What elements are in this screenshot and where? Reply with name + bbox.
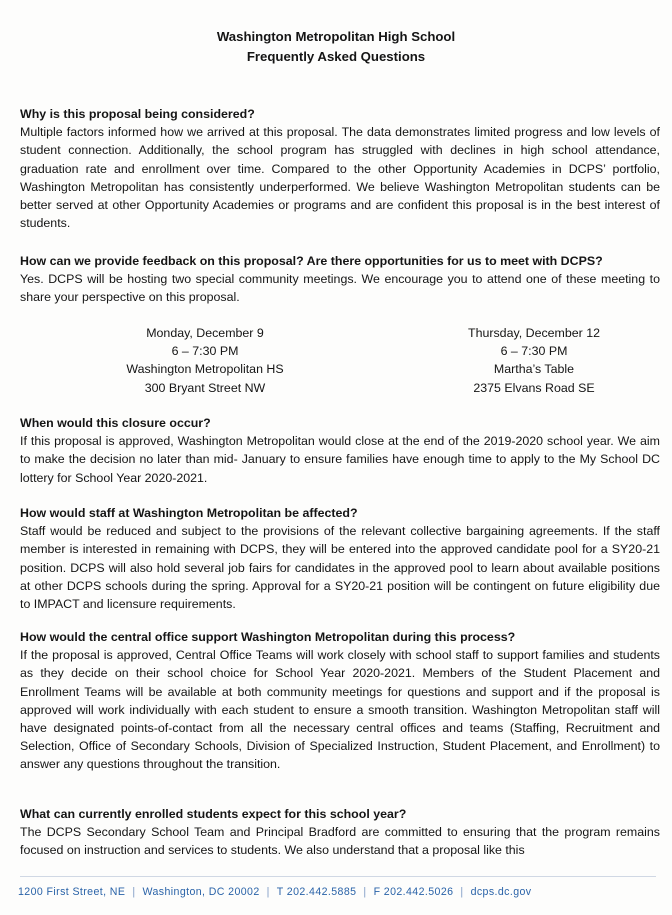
meeting-venue: Martha’s Table: [493, 362, 575, 377]
document-subtitle: Frequently Asked Questions: [246, 49, 426, 64]
meeting-date: Thursday, December 12: [468, 326, 600, 340]
meeting-details: [414, 324, 654, 397]
faq-answer: Multiple factors informed how we arrived at this proposal. The data demonstrates limited progress and low levels of student connection. Additionally, the school program has struggled with declines in high school attendance, graduation rate and enrollment over time. Compared to the other Opportunity Academies in DCPS’ portfolio, Washington Metropolitan has consistently underperformed. We believe Washington Metropolitan students can be better served at other Opportunity Academies or programs and are confident this proposal is in the best interest of students.: [20, 125, 660, 231]
faq-answer: If the proposal is approved, Central Office Teams will work closely with school staff to support families and students as they decide on their school choice for School Year 2020-2021. Members of the Student Placement and Enrollment Teams will be available at both community meetings for questions and support and if the proposal is approved will work individually with each student to ensure a smooth transition. Washington Metropolitan staff will have designated points-of-contact from all the necessary central offices and teams (Staffing, Recruitment and Selection, Office of Secondary Schools, Division of Specialized Instruction, Student Placement, and Enrollment) to answer any questions throughout the transition.: [20, 648, 660, 772]
footer-city: Washington, DC 20002: [142, 886, 260, 898]
meeting-address: 300 Bryant Street NW: [144, 380, 266, 395]
faq-item: [20, 504, 660, 613]
footer-street: 1200 First Street, NE: [18, 886, 126, 898]
footer-fax: F 202.442.5026: [373, 886, 454, 898]
faq-answer: Staff would be reduced and subject to the provisions of the relevant collective bargaining agreements. If the staff member is interested in remaining with DCPS, they will be entered into the approved candidate pool for a SY20-21 position. DCPS will also hold several job fairs for candidates in the approved pool to learn about available positions at other DCPS schools during the spring. Approval for a SY20-21 position will be contingent on future eligibility due to IMPACT and licensure requirements.: [20, 524, 660, 612]
faq-question: How would the central office support Washington Metropolitan during this process?: [20, 630, 516, 644]
meeting-address: 2375 Elvans Road SE: [473, 380, 595, 395]
footer-separator: |: [363, 886, 367, 898]
footer-website-link[interactable]: dcps.dc.gov: [470, 886, 532, 898]
meeting-date: Monday, December 9: [146, 326, 264, 340]
meeting-time: 6 – 7:30 PM: [171, 344, 239, 359]
faq-item: [20, 805, 660, 860]
footer-separator: |: [266, 886, 270, 898]
document-header: [0, 27, 672, 67]
faq-answer: Yes. DCPS will be hosting two special community meetings. We encourage you to attend one of these meeting to share your perspective on this proposal.: [20, 272, 660, 305]
meeting-time: 6 – 7:30 PM: [500, 344, 568, 359]
faq-question: What can currently enrolled students expect for this school year?: [20, 807, 407, 821]
faq-answer: The DCPS Secondary School Team and Principal Bradford are committed to ensuring that the program remains focused on instruction and services to students. We also understand that a proposal like this: [20, 825, 660, 858]
faq-question: How can we provide feedback on this proposal? Are there opportunities for us to meet with DCPS?: [20, 254, 603, 268]
footer-contact: [18, 886, 658, 898]
footer-phone: T 202.442.5885: [276, 886, 357, 898]
faq-item: [20, 414, 660, 487]
footer-separator: |: [132, 886, 136, 898]
faq-question: When would this closure occur?: [20, 416, 211, 430]
faq-question: Why is this proposal being considered?: [20, 107, 255, 121]
faq-question: How would staff at Washington Metropolitan be affected?: [20, 506, 358, 520]
school-title: Washington Metropolitan High School: [216, 29, 456, 44]
faq-answer: If this proposal is approved, Washington Metropolitan would close at the end of the 2019-2020 school year. We aim to make the decision no later than mid- January to ensure families have enough time to apply to the My School DC lottery for School Year 2020-2021.: [20, 434, 660, 485]
meeting-details: [85, 324, 325, 397]
faq-item: [20, 105, 660, 232]
faq-item: [20, 628, 660, 774]
faq-item: [20, 252, 660, 307]
footer-divider: [20, 876, 656, 877]
footer-separator: |: [460, 886, 464, 898]
meeting-venue: Washington Metropolitan HS: [126, 362, 284, 377]
